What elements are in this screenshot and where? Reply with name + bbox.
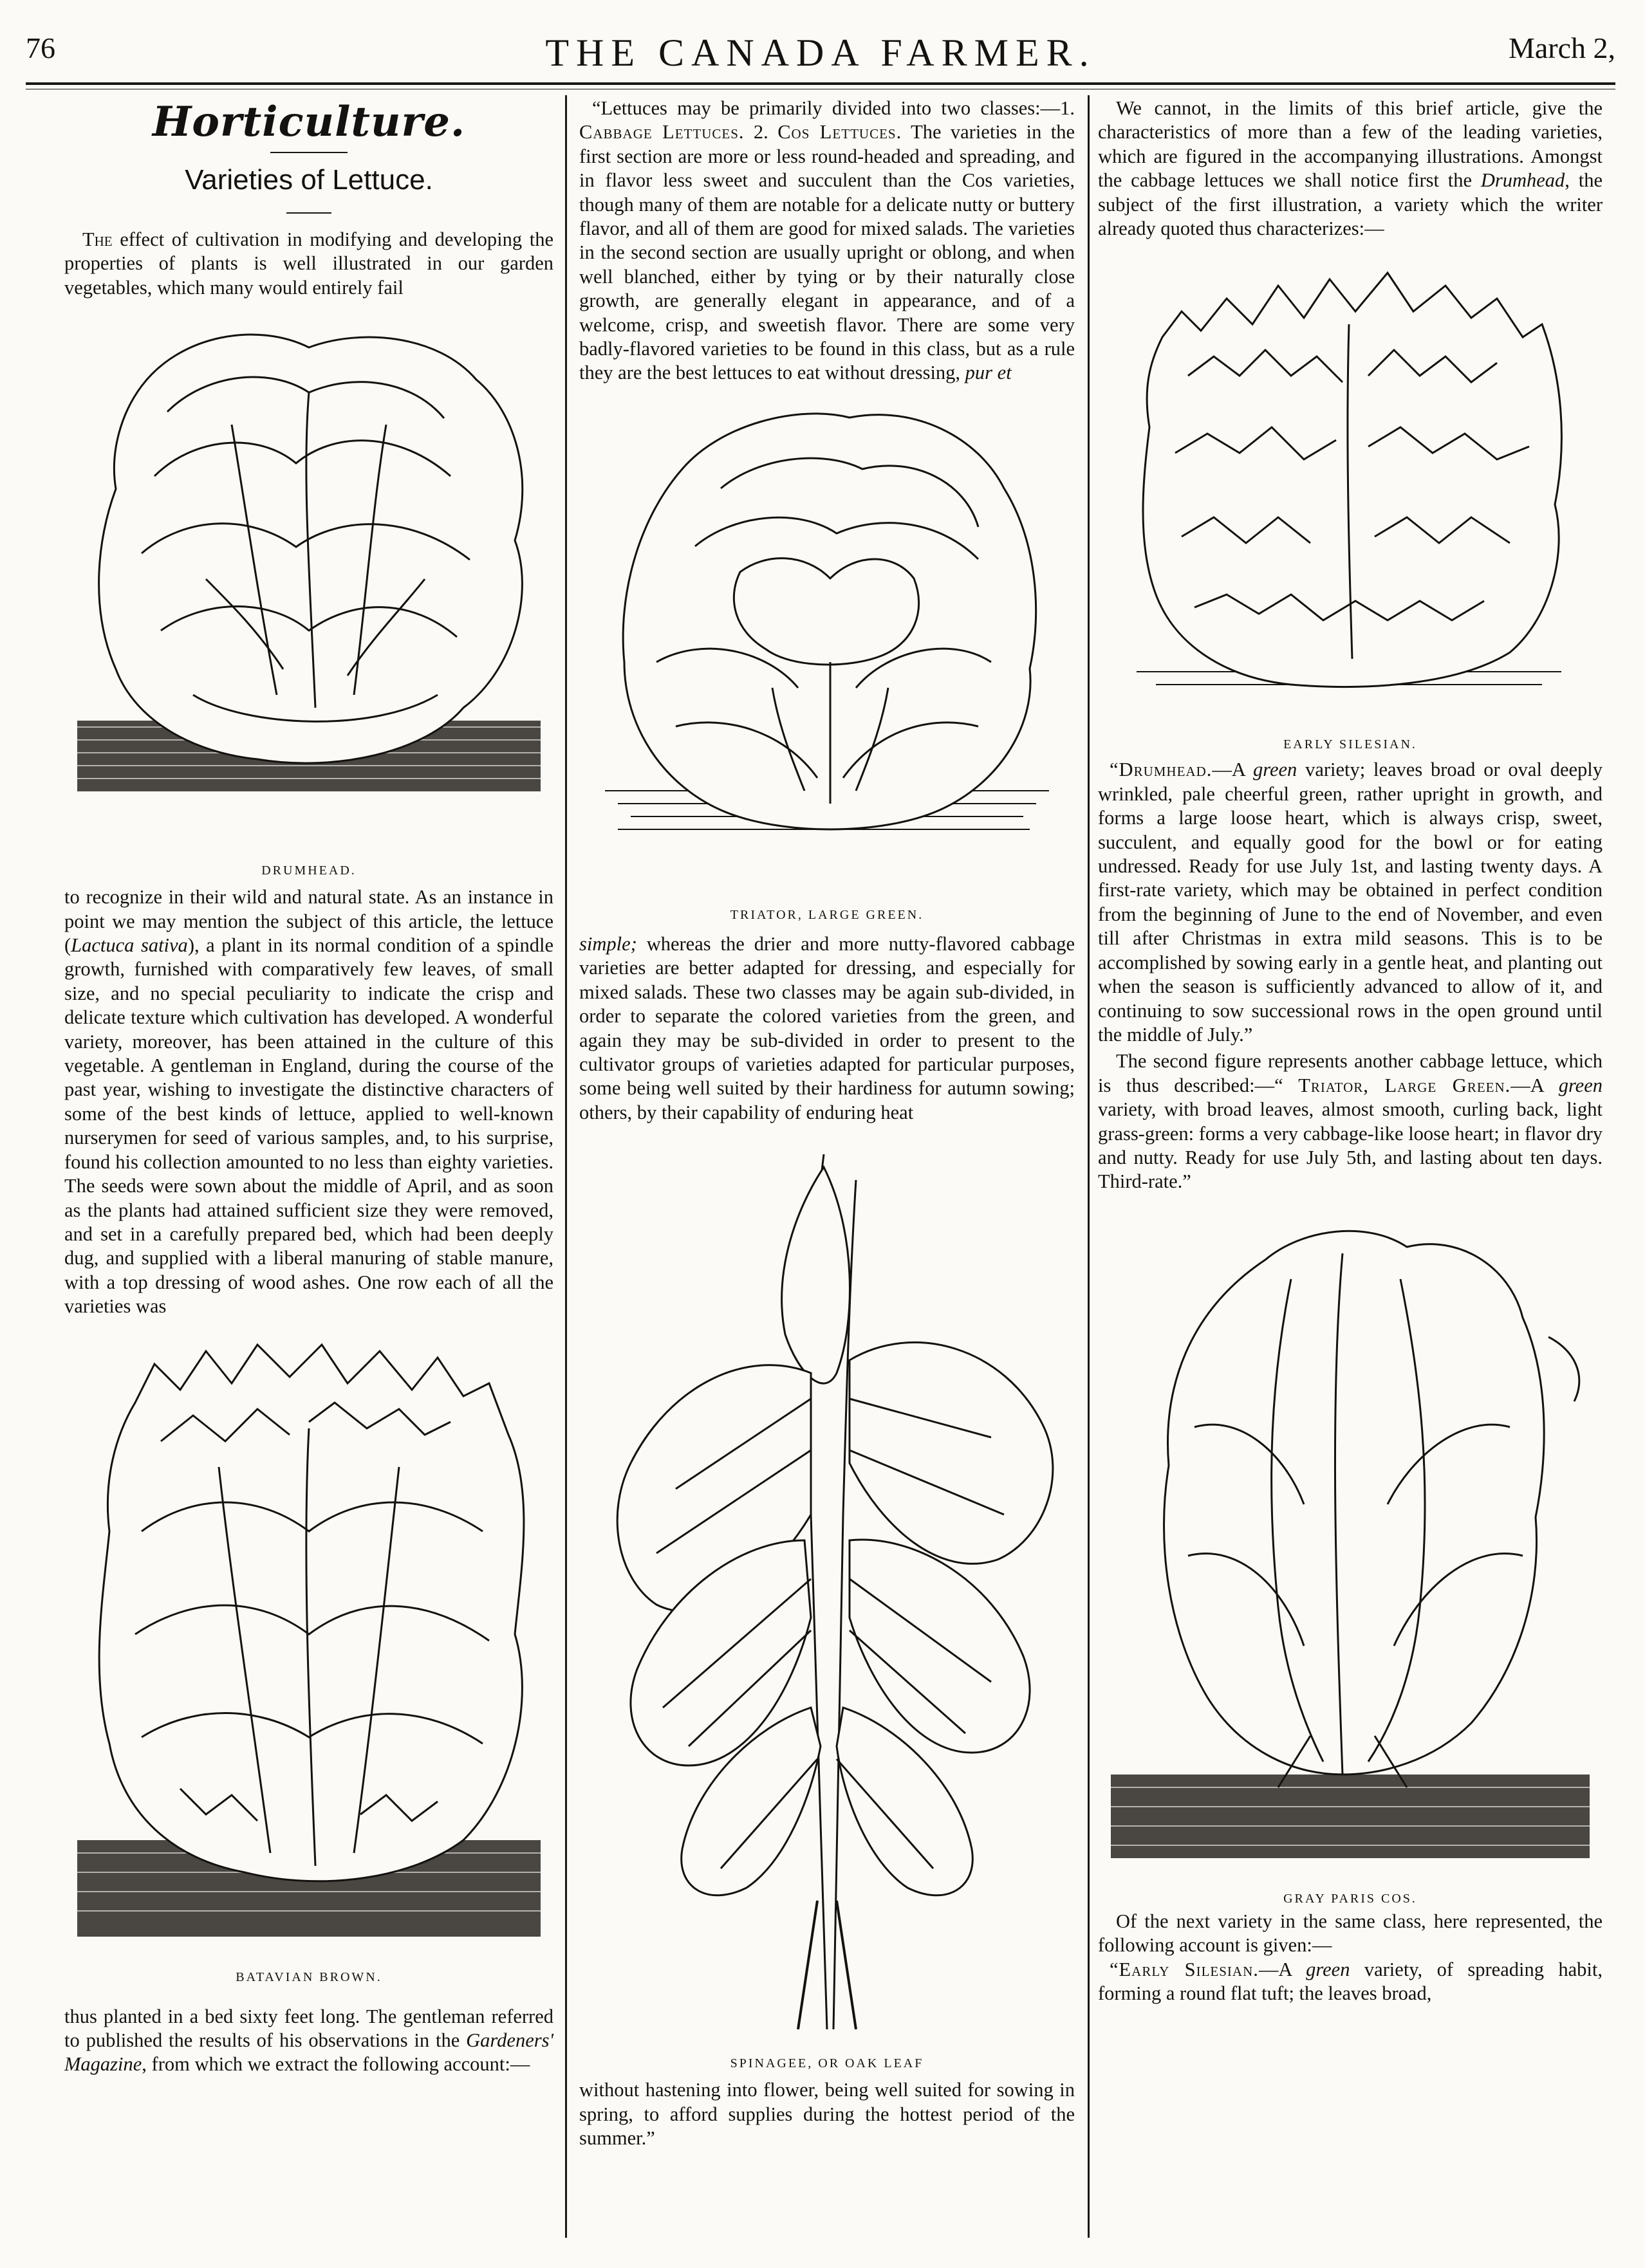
article-title: Varieties of Lettuce. [185,164,433,196]
variety-name: “Early Silesian. [1110,1958,1259,1980]
paragraph [579,97,1075,385]
italic-term: Drumhead [1480,169,1565,192]
paragraph-text: ), a plant in its normal condition of a spindle growth, furnished with comparatively few leaves, of small size, and no special peculiarity to indicate the crisp and delicate texture which cultivation has developed. A wonderful variety, moreover, has been attained in the culture of this vegetable. A gentleman in England, during the course of the past year, wishing to investigate the distinctive characters of some of the best kinds of lettuce, applied to well-known nurserymen for seed of various samples, and, to his surprise, found his collection amounted to no less than eighty varieties. The seeds were sown about the middle of April, and as soon as the plants had attained sufficient size they were removed, and set in a carefully prepared bed, which had been deeply dug, and supplied with a liberal manuring of stable manure, with a top dressing of wood ashes. One row each of all the varieties was [64,934,553,1318]
drop-cap: The [82,228,113,250]
paragraph-text: 2. [744,121,778,143]
italic-term: green [1252,759,1297,781]
paragraph-text: “Lettuces may be primarily divided into two classes:—1. [592,97,1075,119]
section-heading: Horticulture. [152,98,466,146]
variety-name: “Drumhead. [1110,759,1213,781]
masthead-rule [26,82,1615,89]
italic-term: simple; [579,932,637,955]
variety-name: Triator, Large Green. [1298,1074,1511,1096]
paragraph [1098,1049,1603,1194]
figure-caption: TRIATOR, LARGE GREEN. [730,907,924,922]
paragraph-text: variety; leaves broad or oval deeply wrinkled, pale cheerful green, rather upright in growth, and forms a large loose heart, which is always crisp, sweet, succulent, and equally good for the bowl or for eating undressed. Ready for use July 1st, and lasting twenty days. A first-rate variety, which may be obtained in perfect condition from the beginning of June to the end of November, and even till after Christmas in extra mild seasons. This is to be accomplished by sowing early in a gentle heat, and planting out when the season is sufficiently advanced to allow of it, and continuing to sow successional rows in the open ground until the middle of July.” [1098,759,1603,1046]
italic-term: pur et [965,362,1012,384]
paragraph-text: whereas the drier and more nutty-flavored cabbage varieties are better adapted for dressing, and especially for mixed salads. These two classes may be again sub-divided, in order to separate the colored varieties from the green, and again they may be sub-divided in order to present to the cultivator groups of varieties adapted for particular purposes, some being well suited by their hardiness for autumn sowing; others, by their capability of enduring heat [579,932,1075,1123]
paragraph [579,932,1075,1125]
figure-batavian-brown [64,1325,553,1986]
paragraph [1098,97,1603,241]
column-2 [579,97,1075,2150]
column-divider [565,95,567,2238]
figure-caption: GRAY PARIS COS. [1283,1891,1417,1906]
masthead [26,31,1615,89]
figure-early-silesian [1098,247,1603,753]
page-number: 76 [26,32,55,64]
figure-spinagee [579,1129,1075,2072]
paragraph-text: to recognize in their wild and natural state. As an instance in point we may mention the subject of this article, the lettuce ( [64,886,553,957]
figure-triator [579,392,1075,923]
paragraph [64,2005,553,2077]
paragraph-text: Of the next variety in the same class, here represented, the following account is given:— [1098,1910,1603,1957]
figure-drumhead [64,309,553,879]
paragraph [64,885,553,1318]
column-3 [1098,97,1603,2005]
title-rule [286,212,331,214]
figure-caption: SPINAGEE, OR OAK LEAF [730,2056,924,2071]
newspaper-title: THE CANADA FARMER. [545,32,1096,74]
spinagee-oak-leaf-lettuce-illustration [579,1129,1075,2055]
paragraph-text: thus planted in a bed sixty feet long. The gentleman referred to published the results of his observations in the [64,2005,553,2051]
paragraph [64,228,553,300]
triator-lettuce-illustration [579,392,1075,907]
paragraph-text: —A [1510,1074,1559,1096]
figure-caption: BATAVIAN BROWN. [236,1969,382,1984]
italic-term: Lactuca sativa [71,934,188,957]
italic-term: Gardeners' Magazine [64,2029,553,2076]
gray-paris-cos-lettuce-illustration [1098,1208,1603,1890]
batavian-brown-lettuce-illustration [64,1325,553,1969]
paragraph-text: variety, of spreading habit, forming a round flat tuft; the leaves broad, [1098,1958,1603,2004]
paragraph-text: The second figure represents another cabbage lettuce, which is thus described:—“ [1098,1050,1603,1096]
italic-term: green [1306,1958,1350,1980]
italic-term: green [1558,1074,1603,1096]
paragraph [1098,758,1603,1047]
paragraph-text: effect of cultivation in modifying and developing the properties of plants is well illustrated in our garden vegetables, which many would entirely fail [64,228,553,299]
paragraph-text: , the subject of the first illustration, a variety which the writer already quoted thus characterizes:— [1098,169,1603,240]
heading-rule [270,152,348,153]
paragraph-text: —A [1258,1958,1306,1980]
figure-caption: EARLY SILESIAN. [1283,737,1417,752]
paragraph-text: variety, with broad leaves, almost smooth, curling back, light grass-green: forms a very cabbage-like loose heart; in flavor dry and nutty. Ready for use July 5th, and lasting about ten days. Third-rate.” [1098,1098,1603,1193]
class-name: Cabbage Lettuces. [579,121,745,143]
column-divider [1088,95,1090,2238]
paragraph-text: We cannot, in the limits of this brief article, give the characteristics of more than a few of the leading varieties, which are figured in the accompanying illustrations. Amongst the cabbage lettuces we shall notice first the [1098,97,1603,192]
paragraph-text: —A [1212,759,1253,781]
figure-gray-paris-cos [1098,1208,1603,1907]
paragraph [579,2078,1075,2150]
paragraph [1098,1910,1603,1958]
class-name: Cos Lettuces. [777,121,902,143]
drumhead-lettuce-illustration [64,309,553,862]
paragraph [1098,1958,1603,2006]
paragraph-text: The varieties in the first section are more or less round-headed and spreading, and in flavor less sweet and succulent than the Cos varieties, though many of them are notable for a delicate nutty or buttery flavor, and all of them are good for mixed salads. The varieties in the second section are usually upright or oblong, and when well blanched, either by tying or by their naturally close growth, are generally elegant in appearance, and of a welcome, crisp, and sweetish flavor. There are some very badly-flavored varieties to be found in this class, but as a rule they are the best lettuces to eat without dressing, [579,121,1075,384]
figure-caption: DRUMHEAD. [261,863,357,878]
early-silesian-lettuce-illustration [1098,247,1603,736]
issue-date: March 2, [1508,32,1615,64]
paragraph-text: , from which we extract the following account:— [142,2053,530,2076]
paragraph-text: without hastening into flower, being well suited for sowing in spring, to afford supplies during the hottest period of the summer.” [579,2079,1075,2149]
column-1 [64,97,553,2077]
